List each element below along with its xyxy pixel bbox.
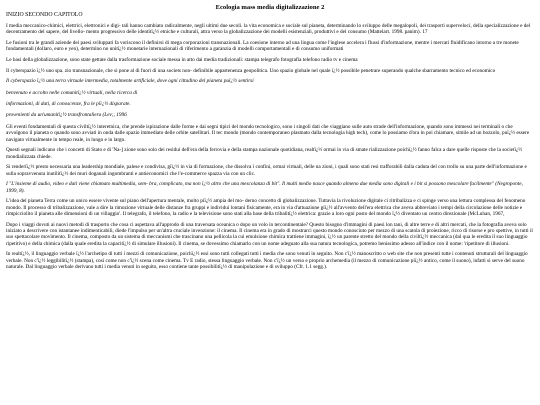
paragraph-5: Gli eventi fondamentali di questa civiltï¿½ interetnica, che prende ispirazione dalle forme e dai segni tipici del mondo tecnologico, sono i singoli dati che viaggiano sulle auto strade dell'informazione, quando sono immessi nei terminali o che avvolgono il pianeta o quando sono avviati in onda dalle spazio immediato delle orbite satellitari. Il tec mondo (mondo contemporaneo plasmato dalla tecnologia high tech), come lo possiamo d'ora in poi chiamare, simile ad un bozzolo, puï¿½ essere navigato virtualmente in tempo reale, in lungo e in largo. (6, 123, 530, 143)
block-quote (6, 78, 534, 119)
quote-line-1: Il cyberspazio ï¿½ una terra virtuale intermedia, totalmente artificiale, dove ogni cittadino del pianeta puï¿½ sentirsi (6, 78, 254, 85)
paragraph-3: Le basi della globalizzazione, sono state gettate dalla trasformazione sociale messa in atto dai media tradizionali: stampa telegrafo fotografia telefono radio tv e cinema (6, 57, 358, 63)
paragraph-1: I media meccanico-chimici, elettrici, elettronici e digi- tali hanno cambiato radicalmente, negli ultimi due secoli. la vita economica e sociale sul pianeta, determinando lo sviluppo delle megalopoli, dei trasporti superveloci, della specializzazione e del decentramento del sapere, del livello- mento progressivo delle identitï¿½ etniche e culturali, attra verso la globalizzazione dei modelli esistenziali, produttivi e del consumo (Mattelart. 1998. panim). 17 (6, 23, 531, 36)
paragraph-4: Il cyberspazio ï¿½ uno spa. zio transnazionale, che si pone al di fuori di una societs non- definibile appartenenza geopolitica. Uno spazio globale nel quale ï¿½ possibile penetrare superando qualche sbarramento tecnico ed economico (6, 67, 496, 74)
quote-line-2: benvenuto e accolto nelle comunitï¿½ virtuali, nella ricerca di (6, 89, 138, 96)
paragraph-11: In realtï¿½, il linguaggio verbale ï¿½ l'archetipo di tutti i mezzi di comunicazione, poichï¿½ essi sono tutti collegati tutti i media che sono venuti in seguito. Non c'ï¿½ manoscritto o web site che non presenti tutte i contenuti strutturali del linguaggio verbale. Non c'ï¿½ leggibilitï¿½ (stampa), cosi come non c'ï¿½ scena come cinema. Tv E radio, stessa linguaggio verbale. Non c'ï¿½ un verso e proprio archemedia (il mezzo di comunicazione piï¿½ antico, come il suono), infatti si serve del suono naturale. Dal linguaggio verbale derivano tutti i media venuti in seguito, esso contiene tante possibilitï¿½ di manipolazione e di sviluppo (Cfr. 1.1 segg.). (6, 251, 528, 271)
paragraph-6: Questi segnali indicano che i concetti di Stato e di 'Na-] zione sono solo dei residui dell'era della ferrovia e della stampa nazionale quotidiana, realtï¿½ ormai in via di smate rializzazione poichï¿½ fanno falca a dare quelle risposte che la societï¿½ mondializzata chiede. (6, 147, 523, 160)
document-title: Ecologia mass media digitalizzazione 2 (215, 4, 325, 11)
paragraph-7: Si renderiï¿½ presto necessaria una leadership mondiale, palese e condivisa, giï¿½ in via di formazione, che dissolva i confini, ormai virtuali, delle na zioni, i quali sono stati resi trafforabili dalla caduta del con trollo su una parte dell'informazione e sulla sopravvenuta inutilitï¿½ dei muri doganali ingombranti e antieconomici che l'e-commerce spazza via con un clic. (6, 164, 527, 177)
paragraph-10: Dopo i viaggi dovuti ai nuovi metodi di trasporto che cosa ci aspettava all'approdo di una traversata oceanica o dopo un volo in tercontinentale? Questo bisogno d'immagini di paesi lon tani, di altre terre e di altri mercati, che la fotografia aveva solo iniziato a descrivere con istantanee indimenticabili, diede l'impulso per un'altra cruciale invenzione: il cinema. Il cinema era in grado di mostrarci questo mondo conosciuto per mezzo di una scatola di proiezione, ricco di risorse e pro spettive, in tutti il suo spettacolare movimento. Il cinema, composto da un sistema di meccanismi che trascinano una pellicola la cui emulsione chimica trattiene immagini, ï¿½ un parente stretto del mondo della civiltï¿½ meccanica (dal qua le eredita il suo linguaggio ripetitivo) e della chimica (dalla quale eredita la capacitï¿½ di simulare illusioni). Il cinema, se dovessimo chiamarlo con un nome adeguato alla sua natura tecnologica, potremo benissimo adesso all'indice con il nome: 'ripetitore di illusioni. (6, 221, 533, 247)
paragraph-8-quote: I "L'insieme di audio, video e dati viene chiamato multimedia, sem- bra, complicato, ma non ï¿½ altro che una mescolanza di bit". Il multi medio nasce quando almeno due media sono digitali e i bit si possono mescolare facilmente" (Negroponte, 1999, 8). (6, 181, 523, 194)
quote-line-3: informazioni, di dati, di conoscenze, fra le piï¿½ disparate. (6, 101, 131, 107)
paragraph-9: L'idea del pianeta Terra come un unico essere vivente sul piano dell'apertura mentale, molto piï¿½ ampia del mo- derno concetto di globalizzazione. Tuttavia la rivoluzione digitale ci ritribalizza e ci spinge verso una lettura complessa del fenomeno mondo. Il processo di tribalizzazione, vale a dire la rimozione virtuale delle distanze fra gruppi e individui lontani fisicamente, era in via d'attuazione giï¿½ all'avvento dell'era elettrica che aveva abbreviato i tempi della circolazione delle notizie e rimpicciolito il pianeta alle dimensioni di un villaggio'. Il telegrafo, il telefono, la radio e la televisione sono stati alla base della tribalitï¿½ elettrica: grazie a loro ogni posto del mondo ï¿½ diventato un centro direzionale (McLuhan, 1967, (6, 198, 526, 218)
paragraph-2: Le fusioni tra le grandi aziende dei paesi sviluppati fa voriscono il definirsi di mega corporazioni transnazionali. La coesione interno ad una lingua come l'inglese accelera i flussi d'informazione, mentre i mercati fluidificano intorno a tre monete fondamentali (dollaro, euro e yen), determino no unitï¿½ monetarie internazionali di riferimento a garanzia di modelli comportamentali e di consumo uniformati (6, 40, 519, 53)
chapter-heading: INIZIO SECONDO CAPITOLO (6, 12, 83, 18)
quote-line-4: provenienti da un'umanitï¿½ transfrontaliera (Lev;, 1996 (6, 112, 127, 119)
